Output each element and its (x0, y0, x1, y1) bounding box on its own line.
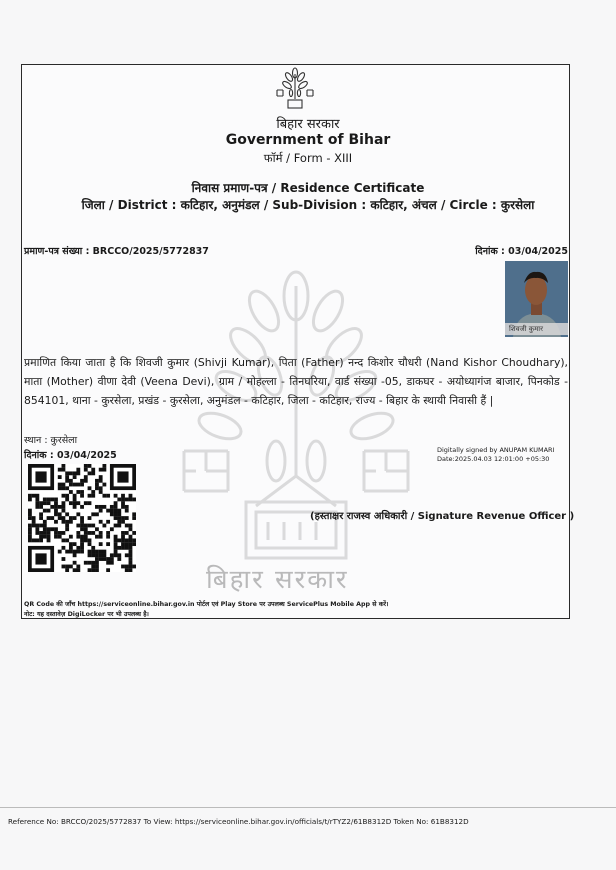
footer-reference: Reference No: BRCCO/2025/5772837 To View: https://serviceonline.bihar.gov.in/officials/t/rTYZ2/61B8312D Token No: 61B8312D (8, 817, 469, 826)
watermark-emblem-icon (176, 266, 416, 606)
place-date: दिनांक : 03/04/2025 (24, 450, 117, 461)
issue-date: दिनांक : 03/04/2025 (475, 246, 568, 257)
digital-signature-date: Date:2025.04.03 12:01:00 +05:30 (437, 455, 550, 463)
location-line: जिला / District : कटिहार, अनुमंडल / Sub-Division : कटिहार, अंचल / Circle : कुरसेला (81, 198, 535, 212)
qr-code[interactable] (28, 464, 136, 572)
digital-signature (437, 446, 555, 464)
certificate-number: प्रमाण-पत्र संख्या : BRCCO/2025/5772837 (24, 246, 209, 257)
state-name-hindi: बिहार सरकार (276, 117, 340, 132)
signature-label: (हस्ताक्षर राजस्व अधिकारी / Signature Revenue Officer ) (310, 511, 575, 522)
form-number: फॉर्म / Form - XIII (263, 151, 353, 165)
government-title: Government of Bihar (225, 132, 391, 148)
certificate-title: निवास प्रमाण-पत्र / Residence Certificate (191, 181, 425, 195)
digital-signature-name: Digitally signed by ANUPAM KUMARI (437, 446, 555, 454)
certification-text: प्रमाणित किया जाता है कि शिवजी कुमार (Shivji Kumar), पिता (Father) नन्द किशोर चौधरी (Nand Kishor Choudhary), माता (Mother) वीणा देवी (Veena Devi), ग्राम / मोहल्ला - तिनघरिया, वार्ड संख्या -05, डाकघर - अयोध्यागंज बाजार, पिनकोड - 854101, थाना - कुरसेला, प्रखंड - कुरसेला, अनुमंडल - कटिहार, जिला - कटिहार, राज्य - बिहार के स्थायी निवासी हैं | (24, 356, 568, 407)
qr-note: QR Code की जाँच https://serviceonline.bihar.gov.in पोर्टल एवं Play Store पर उपलब्ध ServicePlus Mobile App से करें। (24, 601, 389, 608)
footer-divider (0, 807, 616, 808)
photo-caption: शिवजी कुमार (509, 325, 543, 333)
bihar-emblem-icon (273, 66, 317, 112)
applicant-photo (505, 261, 568, 337)
digilocker-note: नोट: यह दस्तावेज़ DigiLocker पर भी उपलब्ध है। (24, 611, 149, 618)
place: स्थान : कुरसेला (24, 435, 78, 446)
watermark-text: बिहार सरकार (206, 565, 349, 595)
